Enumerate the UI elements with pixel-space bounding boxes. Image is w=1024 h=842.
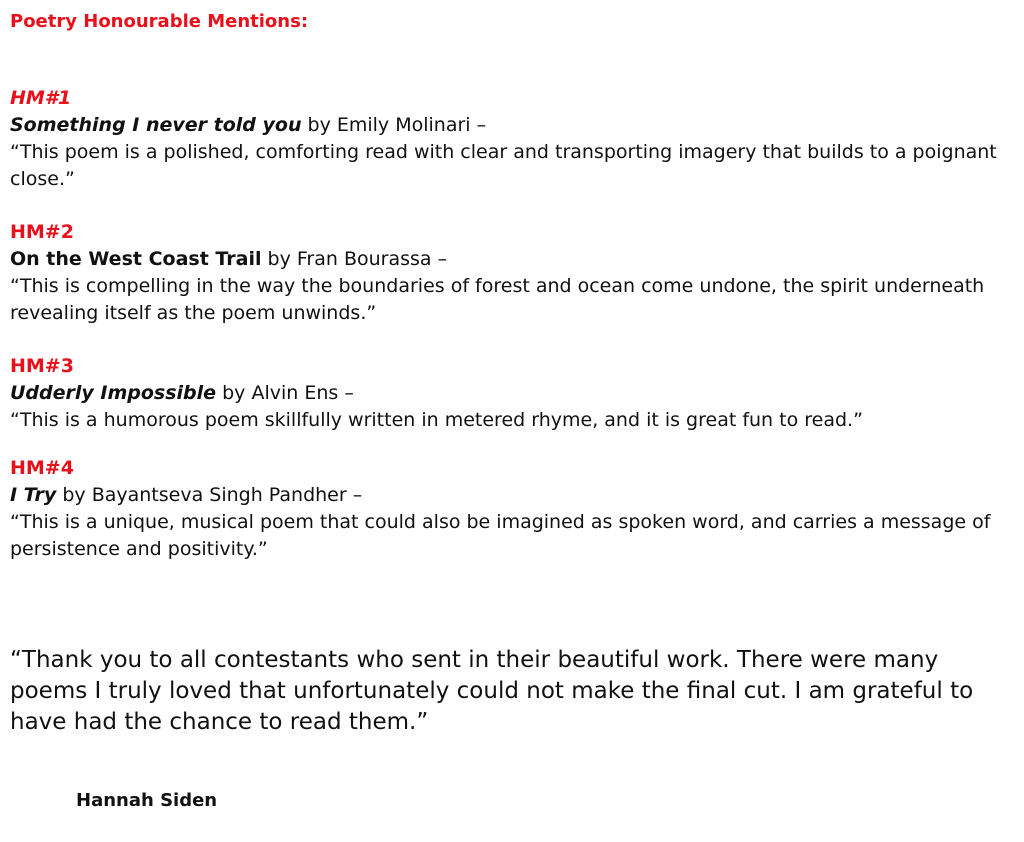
mention-title-line	[10, 112, 1010, 139]
mention-entry-1	[10, 85, 1010, 193]
poem-byline: by Fran Bourassa –	[261, 248, 448, 270]
mention-title-line	[10, 246, 1010, 273]
poem-title: Udderly Impossible	[10, 382, 217, 404]
judge-comment: “This is a humorous poem skillfully written in metered rhyme, and it is great fun to read.”	[10, 409, 863, 431]
poem-byline: by Alvin Ens –	[216, 382, 354, 404]
mention-entry-2	[10, 219, 1010, 327]
poem-title: Something I never told you	[10, 114, 302, 136]
closing-quote: “Thank you to all contestants who sent in their beautiful work. There were many poems I truly loved that unfortunately could not make the final cut. I am grateful to have had the chance to read them.”	[10, 647, 974, 735]
mention-label: HM#1	[10, 87, 72, 109]
page-heading: Poetry Honourable Mentions:	[10, 11, 309, 32]
poem-byline: by Bayantseva Singh Pandher –	[56, 484, 363, 506]
judge-comment: “This is compelling in the way the boundaries of forest and ocean come undone, the spirit underneath revealing itself as the poem unwinds.”	[10, 275, 985, 324]
mention-entry-3	[10, 353, 1010, 434]
judge-signature: Hannah Siden	[76, 790, 218, 811]
mention-title-line	[10, 482, 1010, 509]
poem-title: I Try	[10, 484, 57, 506]
poem-title: On the West Coast Trail	[10, 248, 262, 270]
judge-comment: “This poem is a polished, comforting read with clear and transporting imagery that builds to a poignant close.”	[10, 141, 997, 190]
mention-label: HM#4	[10, 457, 74, 479]
poem-byline: by Emily Molinari –	[301, 114, 487, 136]
mention-title-line	[10, 380, 1010, 407]
mention-entry-4	[10, 455, 1010, 563]
judge-comment: “This is a unique, musical poem that could also be imagined as spoken word, and carries a message of persistence and positivity.”	[10, 511, 991, 560]
mention-label: HM#3	[10, 355, 74, 377]
mention-label: HM#2	[10, 221, 74, 243]
